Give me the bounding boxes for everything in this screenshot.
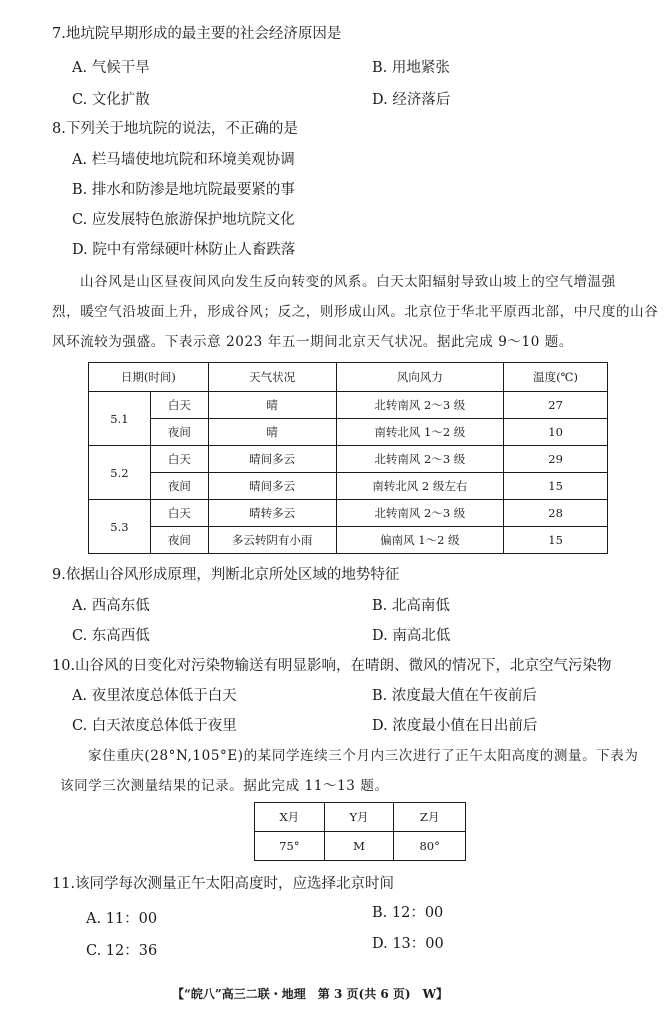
- q10-option-a: A. 夜里浓度总体低于白天: [72, 688, 237, 704]
- sun-height-table: [254, 802, 466, 861]
- q9-stem: 9.依据山谷风形成原理，判断北京所处区域的地势特征: [52, 567, 400, 583]
- table-row: [89, 500, 608, 527]
- y-value-cell: M: [324, 832, 394, 861]
- q8-option-d: D. 院中有常绿硬叶林防止人畜跌落: [72, 242, 296, 258]
- header-temp: 温度(℃): [504, 363, 608, 392]
- q10-option-c: C. 白天浓度总体低于夜里: [72, 718, 237, 734]
- q7-option-c: C. 文化扩散: [72, 92, 150, 108]
- sun-table-header-row: [255, 803, 466, 832]
- q10-option-b: B. 浓度最大值在午夜前后: [372, 688, 537, 704]
- wind-cell: 北转南风 2～3 级: [336, 500, 504, 527]
- table-row: [89, 527, 608, 554]
- temp-cell: 29: [504, 446, 608, 473]
- q8-option-b: B. 排水和防渗是地坑院最要紧的事: [72, 182, 295, 198]
- header-x-month: X月: [255, 803, 325, 832]
- z-value-cell: 80°: [394, 832, 466, 861]
- weather-cell: 多云转阴有小雨: [208, 527, 336, 554]
- header-z-month: Z月: [394, 803, 466, 832]
- weather-table-header-row: [89, 363, 608, 392]
- date-cell: 5.3: [89, 500, 151, 554]
- table-row: [255, 832, 466, 861]
- q10-stem: 10.山谷风的日变化对污染物输送有明显影响，在晴朗、微风的情况下，北京空气污染物: [52, 658, 612, 674]
- wind-cell: 南转北风 1～2 级: [336, 419, 504, 446]
- temp-cell: 27: [504, 392, 608, 419]
- q7-option-a: A. 气候干旱: [72, 60, 150, 76]
- wind-cell: 南转北风 2 级左右: [336, 473, 504, 500]
- header-wind: 风向风力: [336, 363, 504, 392]
- period-cell: 白天: [150, 446, 208, 473]
- passage1-line-1: 山谷风是山区昼夜间风向发生反向转变的风系。白天太阳辐射导致山坡上的空气增温强: [80, 274, 616, 290]
- weather-cell: 晴间多云: [208, 446, 336, 473]
- temp-cell: 15: [504, 473, 608, 500]
- table-row: [89, 392, 608, 419]
- q9-option-a: A. 西高东低: [72, 598, 150, 614]
- weather-cell: 晴间多云: [208, 473, 336, 500]
- temp-cell: 28: [504, 500, 608, 527]
- q9-option-b: B. 北高南低: [372, 598, 450, 614]
- q8-stem: 8.下列关于地坑院的说法，不正确的是: [52, 121, 298, 137]
- wind-cell: 北转南风 2～3 级: [336, 446, 504, 473]
- wind-cell: 北转南风 2～3 级: [336, 392, 504, 419]
- header-weather: 天气状况: [208, 363, 336, 392]
- wind-cell: 偏南风 1～2 级: [336, 527, 504, 554]
- period-cell: 夜间: [150, 527, 208, 554]
- q11-option-c: C. 12：36: [86, 943, 158, 959]
- weather-cell: 晴转多云: [208, 500, 336, 527]
- q11-option-b: B. 12：00: [372, 905, 444, 921]
- q11-stem: 11.该同学每次测量正午太阳高度时，应选择北京时间: [52, 876, 395, 892]
- temp-cell: 10: [504, 419, 608, 446]
- date-cell: 5.2: [89, 446, 151, 500]
- temp-cell: 15: [504, 527, 608, 554]
- header-y-month: Y月: [324, 803, 394, 832]
- date-cell: 5.1: [89, 392, 151, 446]
- header-date: 日期(时间): [89, 363, 209, 392]
- period-cell: 白天: [150, 392, 208, 419]
- passage2-line-2: 该同学三次测量结果的记录。据此完成 11～13 题。: [60, 778, 389, 794]
- page-footer: 【“皖八”高三二联・地理 第 3 页(共 6 页) W】: [172, 987, 449, 1001]
- q9-option-c: C. 东高西低: [72, 628, 150, 644]
- passage2-line-1: 家住重庆(28°N,105°E)的某同学连续三个月内三次进行了正午太阳高度的测量。下表为: [88, 748, 639, 764]
- q10-option-d: D. 浓度最小值在日出前后: [372, 718, 538, 734]
- passage1-line-3: 风环流较为强盛。下表示意 2023 年五一期间北京天气状况。据此完成 9～10 题。: [52, 334, 573, 350]
- q8-option-a: A. 栏马墙使地坑院和环境美观协调: [72, 152, 295, 168]
- weather-cell: 晴: [208, 419, 336, 446]
- q9-option-d: D. 南高北低: [372, 628, 451, 644]
- q7-option-b: B. 用地紧张: [372, 60, 450, 76]
- period-cell: 白天: [150, 500, 208, 527]
- q11-option-a: A. 11：00: [86, 911, 158, 927]
- passage1-line-2: 烈，暖空气沿坡面上升，形成谷风；反之，则形成山风。北京位于华北平原西北部，中尺度的山谷: [52, 304, 659, 320]
- q7-option-d: D. 经济落后: [372, 92, 451, 108]
- x-value-cell: 75°: [255, 832, 325, 861]
- q11-option-d: D. 13：00: [372, 936, 444, 952]
- q8-option-c: C. 应发展特色旅游保护地坑院文化: [72, 212, 295, 228]
- table-row: [89, 473, 608, 500]
- table-row: [89, 446, 608, 473]
- table-row: [89, 419, 608, 446]
- period-cell: 夜间: [150, 473, 208, 500]
- weather-table: [88, 362, 608, 554]
- weather-cell: 晴: [208, 392, 336, 419]
- q7-stem: 7.地坑院早期形成的最主要的社会经济原因是: [52, 26, 342, 42]
- period-cell: 夜间: [150, 419, 208, 446]
